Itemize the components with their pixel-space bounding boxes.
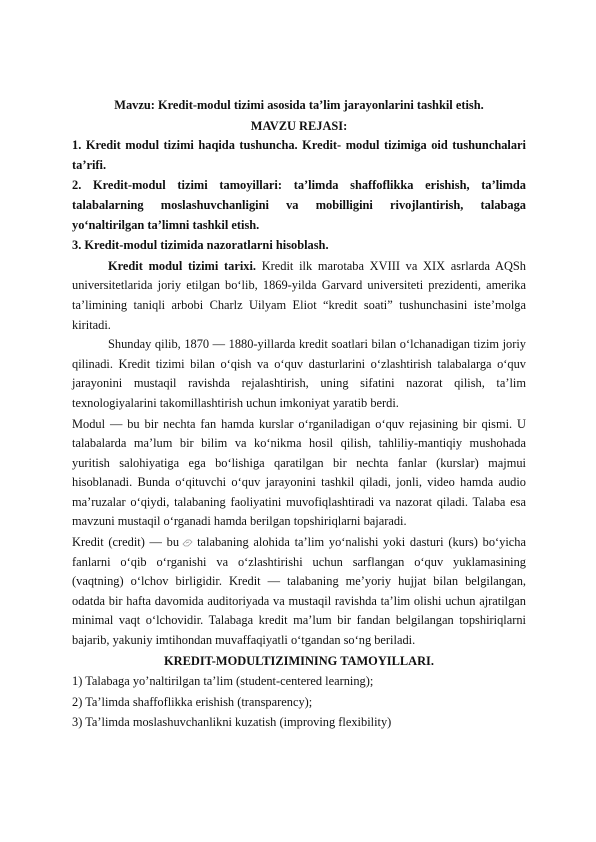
document-page <box>72 96 526 733</box>
credit-system-paragraph: Shunday qilib, 1870 — 1880-yillarda kredit soatlari bilan o‘lchanadigan tizim joriy qilinadi. Kredit tizimi bilan o‘qish va o‘quv dasturlarini o‘zlashtirish talabalarga o‘quv jarayonini mustaqil ravishda rejalashtirish, uning sifatini nazorat qilish, ta’lim texnologiyalarini takomillashtirish uchun imkoniyat yaratib berdi. <box>72 337 526 410</box>
plan-item-2: 2. Kredit-modul tizimi tamoyillari: ta’limda shaffoflikka erishish, ta’limda talabalarning moslashuvchanligini va mobilligini rivojlantirish, talabaga yo‘naltirilgan ta’limni tashkil etish. <box>72 178 526 232</box>
principle-1: 1) Talabaga yo’naltirilgan ta’lim (student-centered learning); <box>72 674 374 689</box>
module-paragraph: Modul — bu bir nechta fan hamda kurslar o‘rganiladigan o‘quv rejasining bir qismi. U talabalarda ma’lum bir bilim va ko‘nikma hosil qilish, tahliliy-mantiqiy mushohada yuritish salohiyatiga ega bo‘lishiga qaratilgan bir nechta fanlar (kurslar) majmui hisoblanadi. Bunda o‘qituvchi o‘quv jarayonini tashkil qiladi, jonli, video hamda audio ma’ruzalar o‘qiydi, talabaning faoliyatini muvofiqlashtiradi va nazorat qiladi. Talaba esa mavzuni mustaqil o‘rganadi hamda berilgan topshiriqlarni bajaradi. <box>72 416 526 529</box>
credit-definition-start: Kredit (credit) — bu <box>72 535 180 550</box>
topic-title: Mavzu: Kredit-modul tizimi asosida ta’lim jarayonlarini tashkil etish. <box>114 98 484 112</box>
link-icon <box>182 534 194 544</box>
credit-definition-paragraph <box>72 533 526 651</box>
plan-heading: MAVZU REJASI: <box>250 118 348 133</box>
plan-item-1: 1. Kredit modul tizimi haqida tushuncha. Kredit- modul tizimiga oid tushunchalari ta’rifi. <box>72 138 526 172</box>
history-text: Kredit ilk marotaba XVIII va XIX asrlarda AQSh universitetlarida joriy etilgan bo‘lib, 1869-yilda Garvard universiteti prezidenti, amerika ta’limining taniqli arbobi Charlz Uilyam Eliot “kredit soati” tushunchasini iste’molga kiritadi. <box>72 258 526 332</box>
principles-heading: KREDIT-MODULTIZIMINING TAMOYILLARI. <box>164 653 434 668</box>
plan-item-3: 3. Kredit-modul tizimida nazoratlarni hisoblash. <box>72 238 329 253</box>
history-lead: Kredit modul tizimi tarixi. <box>108 258 257 273</box>
history-paragraph <box>72 257 526 335</box>
principle-2: 2) Ta’limda shaffoflikka erishish (transparency); <box>72 694 313 709</box>
credit-definition-rest: talabaning alohida ta’lim yo‘nalishi yoki dasturi (kurs) bo‘yicha fanlarni o‘qib o‘rganishi va o‘zlashtirishi uchun sarflangan o‘quv yuklamasining (vaqtning) o‘lchov birligidir. Kredit — talabaning me’yoriy hujjat bilan belgilangan, odatda bir hafta davomida auditoriyada va mustaqil ravishda ta’lim olishi uchun ajratilgan minimal vaqt o‘lchovidir. Talabaga kredit ma’lum bir fandan belgilangan topshiriqlarni bajarib, yakuniy imtihondan muvaffaqiyatli o‘tgandan so‘ng beriladi. <box>72 535 527 648</box>
principle-3: 3) Ta’limda moslashuvchanlikni kuzatish (improving flexibility) <box>72 715 392 730</box>
